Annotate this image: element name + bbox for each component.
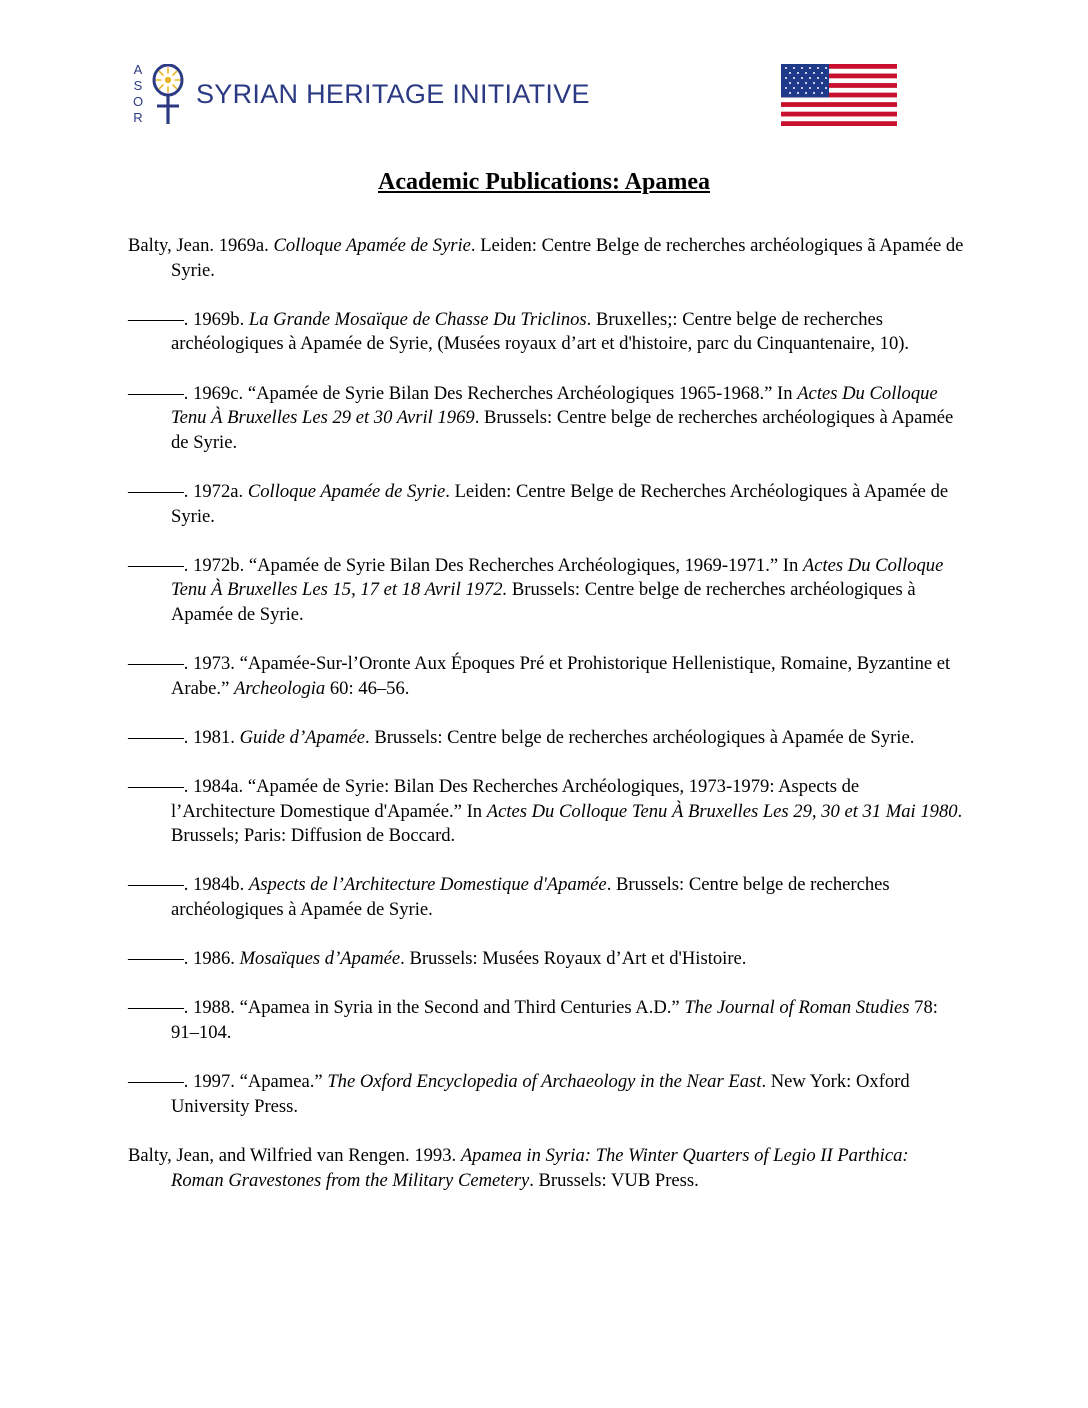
bibliography-entry [128, 480, 964, 529]
us-flag-icon [781, 64, 897, 126]
entry-text: . Brussels: Musées Royaux d’Art et d'Histoire. [400, 948, 747, 970]
asor-letter: S [133, 78, 143, 93]
entry-text: ———. 1984a. “Apamée de Syrie: Bilan Des Recherches Archéologiques, 1973-1979: Aspects de l’Architecture Domestique d'Apamée.” In [128, 776, 860, 822]
bibliography-entry [128, 308, 964, 357]
entry-text: ———. 1969b. [128, 308, 249, 330]
entry-title: Aspects de l’Architecture Domestique d'Apamée [248, 874, 607, 896]
bibliography-entry [128, 1144, 964, 1193]
entry-text: . Leiden: Centre Belge de recherches archéologiques ã Apamée de Syrie. [171, 235, 964, 281]
entry-text: ———. 1969c. “Apamée de Syrie Bilan Des Recherches Archéologiques 1965-1968.” In [128, 382, 798, 404]
entry-text: ———. 1984b. [128, 874, 249, 896]
bibliography-entry [128, 775, 964, 849]
asor-letter: R [133, 110, 143, 125]
entry-text: . Brussels: VUB Press. [529, 1169, 699, 1191]
entry-text: ———. 1973. “Apamée-Sur-l’Oronte Aux Époques Pré et Prohistorique Hellenistique, Romaine, Byzantine et Arabe.” [128, 653, 951, 699]
entry-text: ———. 1988. “Apamea in Syria in the Second and Third Centuries A.D.” [128, 997, 685, 1019]
entry-text: . Brussels; Paris: Diffusion de Boccard. [171, 800, 963, 847]
entry-title: Guide d’Apamée [239, 726, 366, 748]
entry-text: Balty, Jean, and Wilfried van Rengen. 1993. [128, 1144, 461, 1166]
bibliography-entry [128, 996, 964, 1045]
entry-text: ———. 1986. [128, 948, 240, 970]
entry-text: . New York: Oxford University Press. [171, 1071, 910, 1117]
bibliography-entry [128, 1070, 964, 1119]
bibliography-entry [128, 234, 964, 283]
ankh-sunburst-icon [148, 64, 188, 126]
entry-title: The Oxford Encyclopedia of Archaeology in the Near East [327, 1071, 762, 1093]
bibliography-entry [128, 382, 964, 456]
entry-title: Mosaïques d’Apamée [239, 948, 401, 970]
bibliography-entry [128, 726, 964, 751]
entry-title: Archeologia [233, 677, 326, 699]
entry-text: Balty, Jean. 1969a. [128, 235, 274, 256]
entry-text: . Brussels: Centre belge de recherches archéologiques à Apamée de Syrie. [171, 407, 954, 453]
entry-text: . Bruxelles;: Centre belge de recherches archéologiques à Apamée de Syrie, (Musées royaux d’art et d'histoire, parc du Cinquantenaire, 10). [171, 308, 910, 355]
page-header [0, 0, 1088, 140]
entry-text: . Brussels: Centre belge de recherches archéologiques à Apamée de Syrie. [365, 726, 915, 748]
entry-text: ———. 1972a. [128, 480, 248, 502]
entry-title: La Grande Mosaïque de Chasse Du Triclinos [248, 308, 587, 330]
asor-letters [130, 62, 146, 128]
entry-text: 60: 46–56. [325, 677, 410, 699]
entry-title: Actes Du Colloque Tenu À Bruxelles Les 15, 17 et 18 Avril 1972. [171, 554, 944, 601]
entry-text: ———. 1972b. “Apamée de Syrie Bilan Des Recherches Archéologiques, 1969-1971.” In [128, 554, 803, 576]
bibliography-list [128, 234, 964, 1218]
entry-title: Apamea in Syria: The Winter Quarters of Legio II Parthica: Roman Gravestones from the Military Cemetery [171, 1144, 909, 1191]
entry-title: Actes Du Colloque Tenu À Bruxelles Les 29, 30 et 31 Mai 1980 [486, 800, 958, 822]
entry-text: 78: 91–104. [171, 997, 938, 1043]
entry-title: The Journal of Roman Studies [684, 997, 910, 1019]
asor-letter: A [133, 62, 143, 77]
logo-text: SYRIAN HERITAGE INITIATIVE [196, 79, 590, 109]
entry-title: Colloque Apamée de Syrie [273, 235, 471, 256]
entry-text: ———. 1981. [128, 726, 240, 748]
asor-letter: O [132, 94, 144, 109]
entry-text: . Leiden: Centre Belge de Recherches Archéologiques à Apamée de Syrie. [171, 480, 949, 527]
entry-text: . Brussels: Centre belge de recherches archéologiques à Apamée de Syrie. [171, 874, 890, 921]
bibliography-entry [128, 947, 964, 972]
bibliography-entry [128, 554, 964, 628]
syrian-heritage-initiative-logo [130, 62, 600, 128]
page-title: Academic Publications: Apamea [378, 169, 710, 195]
bibliography-entry [128, 652, 964, 701]
entry-text: Brussels: Centre belge de recherches archéologiques à Apamée de Syrie. [171, 579, 916, 625]
bibliography-entry [128, 873, 964, 922]
entry-title: Actes Du Colloque Tenu À Bruxelles Les 29 et 30 Avril 1969 [171, 382, 938, 429]
entry-title: Colloque Apamée de Syrie [247, 480, 446, 502]
entry-text: ———. 1997. “Apamea.” [128, 1071, 328, 1093]
